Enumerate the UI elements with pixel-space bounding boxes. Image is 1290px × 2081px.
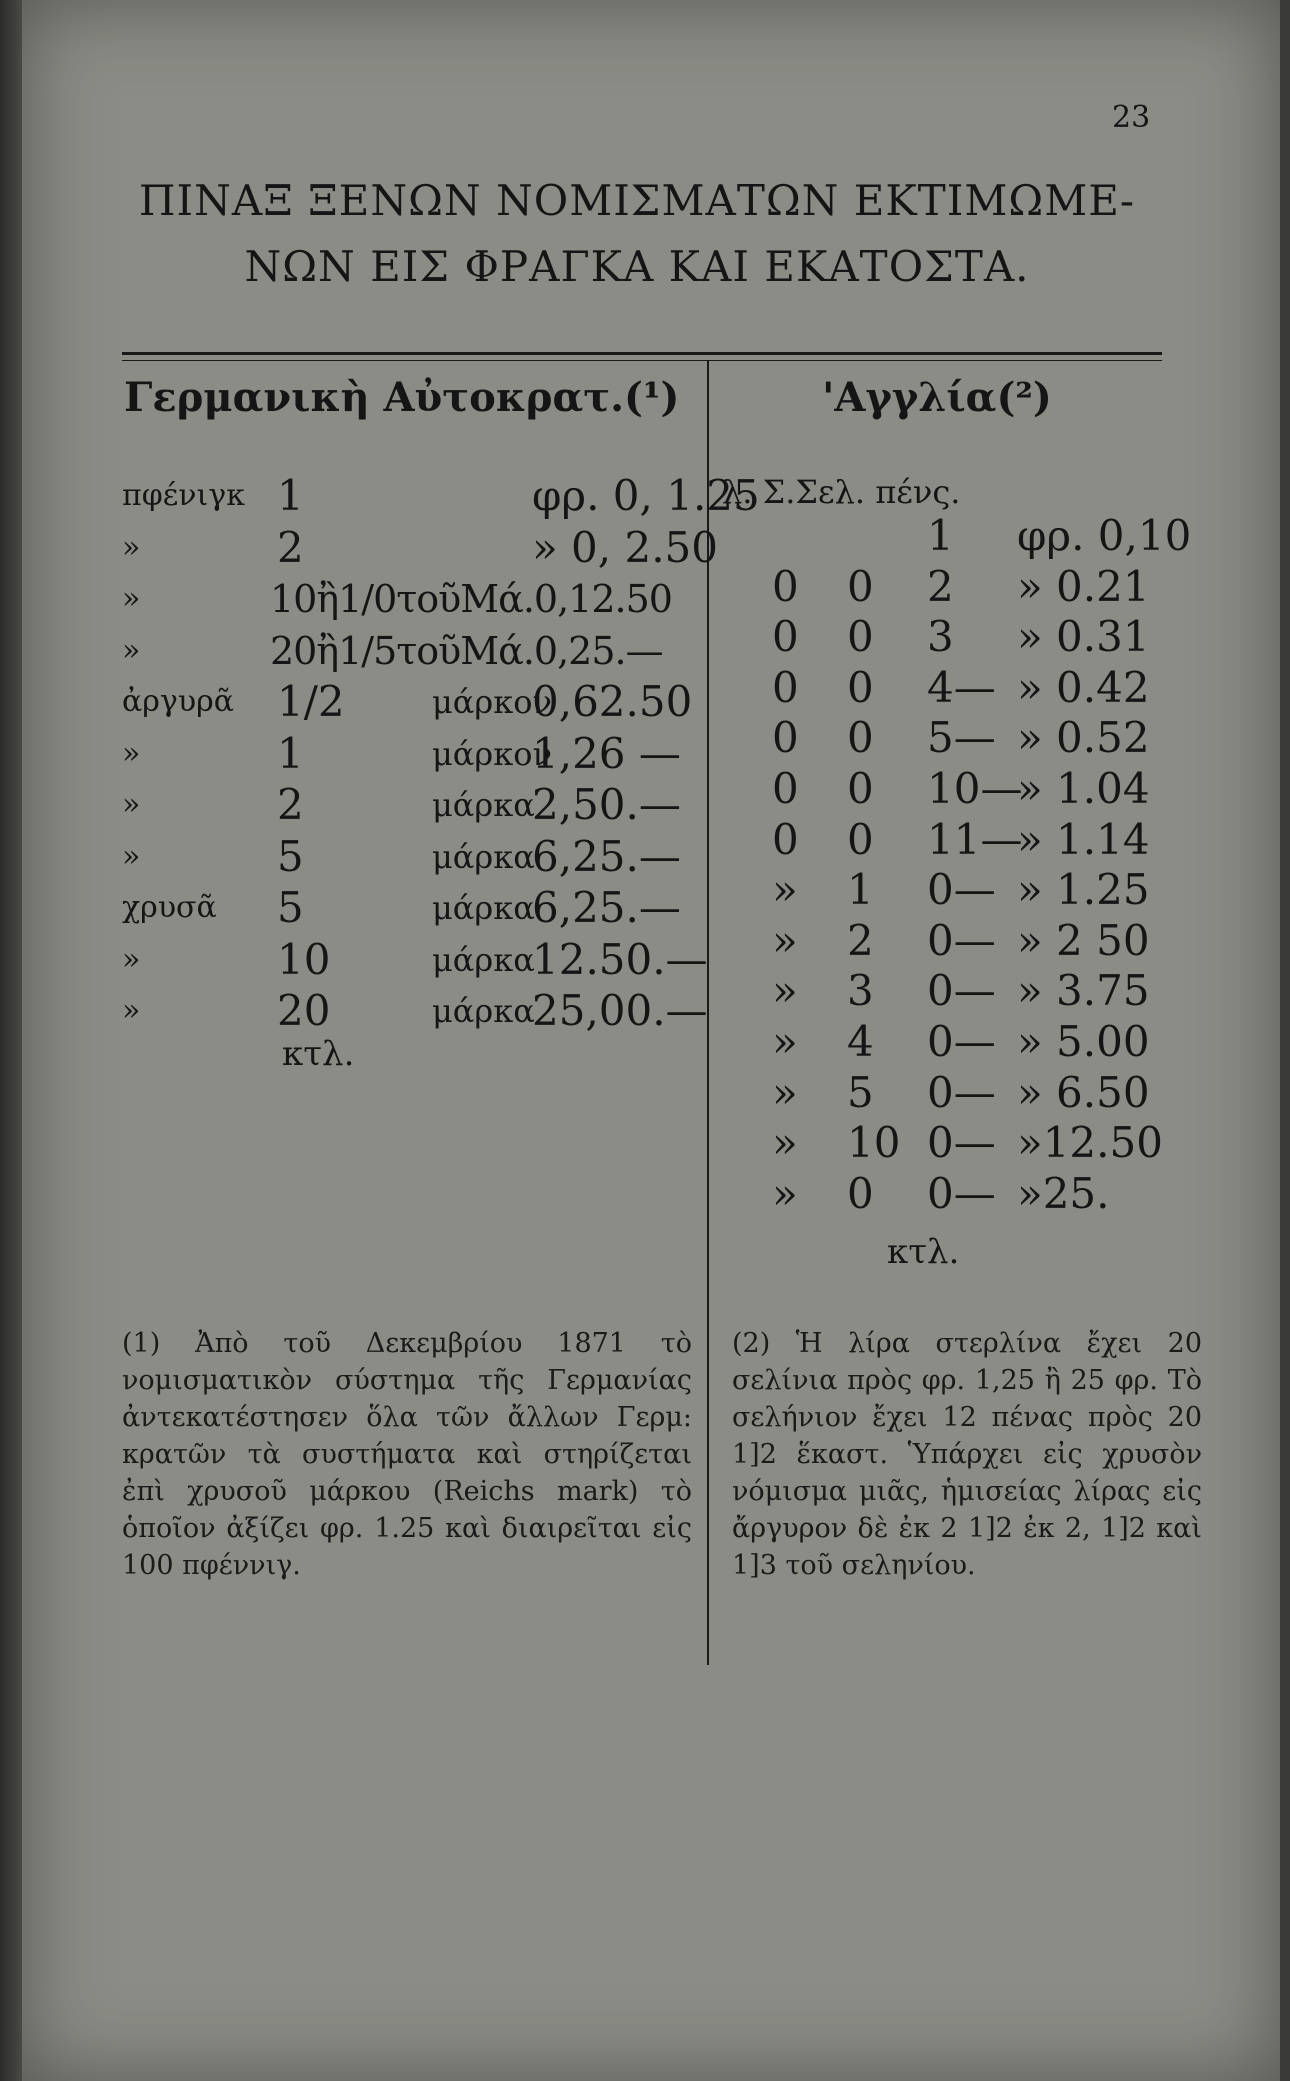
row-pence: 0— [927,1067,996,1117]
row-value: φρ. 0, 1.25 [532,471,760,520]
row-pounds: » [772,1168,798,1218]
table-row [727,662,1167,714]
row-francs: φρ. 0,10 [1017,511,1192,560]
table-row [122,573,702,625]
row-pence: 0— [927,1168,996,1218]
title-line-1: ΠΙΝΑΞ ΞΕΝΩΝ ΝΟΜΙΣΜΑΤΩΝ ΕΚΤΙΜΩΜΕ- [138,176,1136,225]
row-label: χρυσᾶ [122,890,217,925]
table-row [122,522,718,574]
row-unit: μάρκον [432,734,552,773]
row-pounds: » [772,1017,798,1066]
table-row [727,814,1167,866]
table-top-rule [122,352,1162,355]
row-pounds: » [772,1118,798,1168]
row-label: » [122,735,141,771]
row-value: 1,26 — [532,728,681,778]
row-pounds: 0 [772,764,799,813]
row-pence: 10— [927,764,1023,813]
row-pounds: 0 [772,612,799,662]
row-quantity: 5 [277,831,304,881]
row-shillings: 0 [847,713,874,763]
row-pence: 1 [927,511,954,560]
row-pounds: » [772,865,798,915]
page-number: 23 [1112,100,1151,135]
row-pence: 0— [927,865,996,915]
row-shillings: 0 [847,1168,874,1218]
page-title [132,168,1142,300]
row-quantity: 5 [277,883,304,932]
table-row [122,625,702,677]
table-row [122,882,702,934]
row-pounds: 0 [772,814,799,864]
right-table-subheading: λ. Σ.Σελ. πένς. [722,473,961,511]
table-row [727,1117,1167,1169]
row-unit: μάρκα [432,889,535,927]
row-label: » [122,941,141,977]
table-row [727,1016,1167,1068]
row-francs: » 6.50 [1017,1067,1150,1117]
row-label: » [122,787,141,822]
row-value: 12.50.— [532,934,708,984]
row-francs: » 1.25 [1017,865,1150,915]
row-label: » [122,993,141,1028]
table-row [727,864,1167,916]
row-quantity: 1/2 [277,677,345,726]
row-pence: 0— [927,1118,996,1168]
table-row [727,1168,1167,1220]
row-shillings: 1 [847,865,874,915]
row-pounds: 0 [772,561,799,611]
row-pence: 4— [927,662,996,712]
row-pounds: 0 [772,713,799,763]
left-table-heading: Γερμανικὴ Αὐτοκρατ.(¹) [124,374,680,421]
table-row [122,779,702,831]
row-quantity: 1 [277,728,304,778]
table-row [122,831,702,883]
row-quantity: 2 [277,522,304,572]
table-row [727,712,1167,764]
row-pence: 0— [927,966,996,1016]
left-table-etc: κτλ. [282,1034,355,1074]
table-row [122,934,708,986]
row-unit: μάρκα [432,786,535,824]
row-francs: » 1.14 [1017,814,1150,864]
right-table-heading: 'Αγγλία(²) [822,374,1052,421]
row-label: » [122,581,141,616]
row-value: » 0, 2.50 [532,522,718,572]
row-pence: 5— [927,713,996,763]
row-unit: μάρκα [432,837,535,876]
footnote-left: (1) Ἀπὸ τοῦ Δεκεμβρίου 1871 τὸ νομισματικὸν σύστημα τῆς Γερμανίας ἀντεκατέστησεν ὅλα τῶν ἄλλων Γερμ: κρατῶν τὰ συστήματα καὶ στηρίζεται ἐπὶ χρυσοῦ μάρκου (Reichs mark) τὸ ὁποῖον ἀξίζει φρ. 1.25 καὶ διαιρεῖται εἰς 100 πφέννιγ. [122,1328,692,1581]
table-row [727,611,1167,663]
row-pounds: » [772,966,798,1016]
book-page [22,0,1280,2081]
row-label: » [122,529,141,565]
row-shillings: 5 [847,1067,874,1117]
row-value: 0,62.50 [532,677,693,726]
row-shillings: 0 [847,612,874,662]
row-shillings: 0 [847,764,874,813]
row-value: 2,50.— [532,780,681,829]
row-label: ἀργυρᾶ [122,684,234,719]
row-francs: »12.50 [1017,1118,1163,1168]
row-francs: » 0.21 [1017,561,1150,611]
row-label: πφένιγκ [122,478,245,513]
row-unit: μάρκα [432,940,535,979]
row-quantity: 10 [277,934,331,984]
row-francs: »25. [1017,1168,1110,1218]
row-value: 25,00.— [532,986,708,1035]
row-pence: 0— [927,1017,996,1066]
row-label: » [122,838,141,874]
row-value: 6,25.— [532,883,681,932]
row-francs: » 0.31 [1017,612,1150,662]
row-shillings: 0 [847,561,874,611]
row-shillings: 0 [847,814,874,864]
row-francs: » 5.00 [1017,1017,1150,1066]
row-quantity: 20 [277,986,331,1035]
row-shillings: 4 [847,1017,874,1066]
table-row [727,763,1167,815]
table-row [727,510,1192,562]
row-unit: μάρκα [432,992,535,1030]
table-row [727,965,1167,1017]
row-shillings: 3 [847,966,874,1016]
row-unit: μάρκον [432,683,552,721]
row-label: » [122,632,141,668]
row-shillings: 10 [847,1118,901,1168]
table-row [727,1067,1167,1119]
row-pence: 2 [927,561,954,611]
table-row [122,676,702,728]
row-pence: 0— [927,915,996,965]
row-pounds: 0 [772,662,799,712]
row-quantity: 10ἢ1/0τοῦΜά.0,12.50 [270,577,672,621]
row-quantity: 2 [277,780,304,829]
row-shillings: 2 [847,915,874,965]
table-row [122,985,708,1037]
row-quantity: 1 [277,471,304,520]
table-row [727,561,1167,613]
title-line-2: ΝΩΝ ΕΙΣ ΦΡΑΓΚΑ ΚΑΙ ΕΚΑΤΟΣΤΑ. [244,242,1030,291]
right-table-etc: κτλ. [887,1232,960,1272]
row-francs: » 1.04 [1017,764,1150,813]
row-pence: 3 [927,612,954,662]
footnote-right: (2) Ἡ λίρα στερλίνα ἔχει 20 σελίνια πρὸς φρ. 1,25 ἢ 25 φρ. Τὸ σελήνιον ἔχει 12 πένας πρὸς 20 1]2 ἕκαστ. Ὑπάρχει εἰς χρυσὸν νόμισμα μιᾶς, ἡμισείας λίρας εἰς ἄργυρον δὲ ἐκ 2 1]2 ἐκ 2, 1]2 καὶ 1]3 τοῦ σεληνίου. [732,1328,1202,1581]
table-row [122,728,702,780]
table-row [122,470,760,522]
row-pounds: » [772,1067,798,1117]
row-pence: 11— [927,814,1023,864]
row-francs: » 2 50 [1017,915,1150,965]
table-row [727,915,1167,967]
row-francs: » 0.42 [1017,662,1150,712]
row-shillings: 0 [847,662,874,712]
row-francs: » 3.75 [1017,966,1150,1016]
row-value: 6,25.— [532,831,681,881]
row-quantity: 20ἢ1/5τοῦΜά.0,25.— [270,628,663,673]
row-francs: » 0.52 [1017,713,1150,763]
table-top-rule-thin [122,360,1162,361]
row-pounds: » [772,915,798,965]
